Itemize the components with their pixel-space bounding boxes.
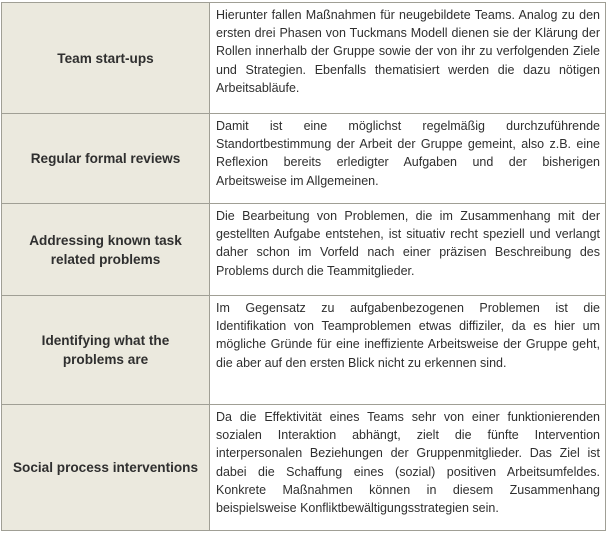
row-description-cell — [210, 296, 606, 405]
row-label: Addressing known task related problems — [29, 232, 182, 267]
row-label: Social process interventions — [12, 460, 199, 475]
table-row — [2, 405, 606, 531]
row-description-cell — [210, 114, 606, 204]
row-label-cell — [2, 296, 210, 405]
table-row — [2, 204, 606, 296]
row-label: Identifying what the problems are — [41, 333, 170, 367]
row-label: Regular formal reviews — [30, 151, 181, 166]
row-description-cell — [210, 405, 606, 531]
intervention-table — [1, 2, 606, 531]
row-description: Da die Effektivität eines Teams sehr von einer funktionierenden sozialen Interaktion abhängt, zielt die fünfte Intervention interpersonalen Beziehungen der Gruppenmitglieder. Das Ziel ist dabei die Schaffung eines (sozial) positiven Arbeitsumfeldes. Konkrete Maßnahmen können in diesem Zusammenhang beispielsweise Konfliktbewältigungsstrategien sein. — [216, 410, 600, 516]
table-row — [2, 296, 606, 405]
row-description: Hierunter fallen Maßnahmen für neugebildete Teams. Analog zu den ersten drei Phasen von Tuckmans Modell dienen sie der Klärung der Rollen innerhalb der Gruppe sowie der von ihr zu verfolgenden Ziele und Strategien. Ebenfalls thematisiert werden die dazu nötigen Arbeitsabläufe. — [216, 8, 600, 95]
row-label: Team start-ups — [57, 50, 154, 66]
table-row — [2, 3, 606, 114]
row-description: Damit ist eine möglichst regelmäßig durchzuführende Standortbestimmung der Arbeit der Gruppe gemeint, also z.B. eine Reflexion bereits erledigter Aufgaben und der bisherigen Arbeitsweise im Allgemeinen. — [216, 119, 600, 188]
row-label-cell — [2, 3, 210, 114]
row-label-cell — [2, 114, 210, 204]
row-description-cell — [210, 204, 606, 296]
row-label-cell — [2, 405, 210, 531]
table-row — [2, 114, 606, 204]
row-description: Die Bearbeitung von Problemen, die im Zusammenhang mit der gestellten Aufgabe entstehen, ist situativ recht speziell und verlangt daher schon im Vorfeld nach einer präzisen Beschreibung des Problems durch die Teammitglieder. — [216, 209, 600, 278]
row-description-cell — [210, 3, 606, 114]
row-description: Im Gegensatz zu aufgabenbezogenen Problemen ist die Identifikation von Teamproblemen etwas diffiziler, da es hier um mögliche Gründe für eine ineffiziente Arbeitsweise der Gruppe geht, die aber auf den ersten Blick nicht zu erkennen sind. — [216, 301, 600, 370]
row-label-cell — [2, 204, 210, 296]
